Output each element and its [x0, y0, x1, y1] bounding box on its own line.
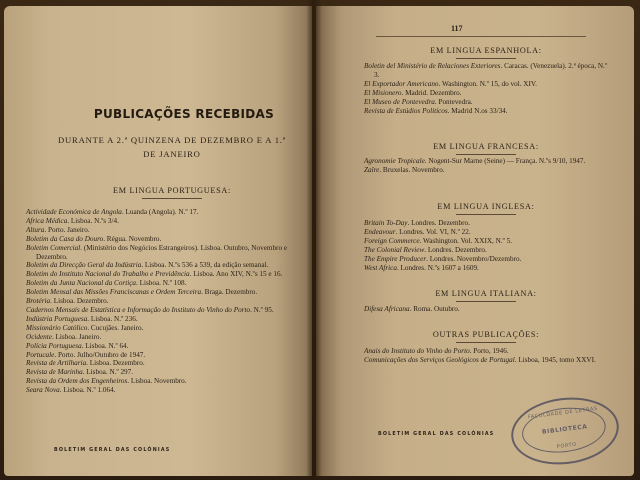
section-entry-list [364, 219, 614, 272]
stamp-line-2: BIBLIOTECA [541, 423, 588, 436]
publication-entry [364, 264, 614, 273]
subtitle-line-1: DURANTE A 2.ª QUINZENA DE DEZEMBRO E A 1.ª [58, 135, 286, 145]
publication-details: . Washington. Vol. XXIX, N.º 5. [419, 236, 513, 245]
publication-title: Agronomie Tropicale [364, 157, 425, 165]
publication-details: . Londres. Vol. VI, N.º 22. [395, 227, 471, 236]
section-rule [456, 301, 516, 302]
publication-title: Boletin del Ministério de Relaciones Exteriores [364, 62, 501, 70]
publication-title: Revista de Marinha [26, 368, 83, 377]
book-gutter [306, 0, 322, 480]
publication-details: . Lisboa. N.ºs 536 a 539, da edição semanal. [141, 261, 269, 270]
publication-entry [364, 157, 614, 166]
publication-title: Actividade Económica de Angola [26, 208, 122, 216]
publication-entry [364, 246, 614, 255]
publication-entry [26, 306, 298, 315]
publication-title: Missionário Católico [26, 323, 88, 332]
section-heading [386, 142, 586, 155]
publication-details: . Cucujães. Janeiro. [87, 323, 144, 332]
section-heading-text: EM LINGUA INGLESA: [437, 202, 535, 211]
publication-entry [364, 305, 614, 314]
publication-title: Boletim da Direcção Geral da Indústria [26, 261, 142, 270]
publication-details: . Bruxelas. Novembro. [379, 165, 445, 174]
publication-details: . Lisboa. Novembro. [127, 377, 187, 386]
publication-details: . Lisboa. N.º 64. [81, 341, 129, 350]
section-heading-portuguese [62, 186, 282, 199]
section-rule [456, 214, 516, 215]
publication-title: Revista de Artilharia [26, 359, 87, 368]
publication-details: . (Ministério dos Negócios Estrangeiros). Lisboa. Outubro, Novembro e Dezembro. [36, 243, 288, 261]
section-entry-list [364, 157, 614, 175]
publication-entry [364, 347, 614, 356]
section-heading-text: EM LINGUA ITALIANA: [435, 289, 537, 298]
publication-entry [26, 333, 298, 342]
publication-title: Cadernos Mensais de Estatística e Informação do Instituto do Vinho do Porto [26, 305, 251, 314]
section-entry-list [364, 347, 614, 365]
publication-title: Ocidente [26, 332, 52, 341]
publication-entry [26, 351, 298, 360]
section-entry-list [364, 62, 614, 115]
right-page [316, 6, 634, 476]
publication-details: . Londres. Novembro/Dezembro. [426, 254, 522, 263]
publication-title: El Exportador Americano [364, 79, 439, 88]
publication-title: Revista de Estúdios Politicos [364, 106, 448, 115]
publication-entry [364, 62, 614, 80]
publication-details: . Régua. Novembro. [103, 234, 162, 243]
section-heading-text: EM LINGUA ESPANHOLA: [430, 46, 542, 55]
publication-entry [26, 208, 298, 217]
publication-details: . Madrid N.os 33/34. [447, 106, 508, 115]
section-heading-text: OUTRAS PUBLICAÇÕES: [432, 330, 540, 339]
publication-title: Zaïre [364, 165, 380, 174]
publication-entry [364, 166, 614, 175]
publication-entry [26, 324, 298, 333]
publication-title: Seara Nova [26, 386, 60, 395]
publication-details: . N.º 95. [250, 305, 274, 314]
page-number: 117 [451, 24, 463, 33]
publication-details: . Lisboa. N.ºs 3/4. [67, 216, 119, 225]
publication-entry [26, 270, 298, 279]
section-heading [386, 330, 586, 343]
publication-entry [364, 356, 614, 365]
publication-entry [26, 342, 298, 351]
publication-entry [364, 80, 614, 89]
section-rule [456, 342, 516, 343]
publication-details: . Lisboa. N.º 236. [87, 314, 138, 323]
left-page [4, 6, 312, 476]
header-rule [376, 36, 586, 37]
publication-details: . Lisboa. N.º 108. [136, 279, 187, 288]
publication-entry [26, 297, 298, 306]
subtitle [52, 133, 292, 161]
publication-entry [26, 261, 298, 270]
publication-entry [26, 368, 298, 377]
section-heading [386, 202, 586, 215]
publication-entry [26, 226, 298, 235]
publication-entry [364, 237, 614, 246]
section-entry-list [364, 305, 614, 314]
section-heading-text: EM LINGUA FRANCESA: [433, 142, 539, 151]
publication-details: . Lisboa, 1945, tomo XXVI. [514, 355, 596, 364]
publication-details: . Nogent-Sur Marne (Seine) — França. N.ºs 9/10, 1947. [424, 157, 586, 165]
publication-entry [364, 255, 614, 264]
publication-title: Boletim da Junta Nacional da Cortiça [26, 279, 136, 288]
publication-title: El Museo de Pontevedra [364, 97, 435, 106]
publication-details: . Pontevedra. [434, 97, 473, 106]
stamp-line-1: FACULDADE DE LETRAS [527, 405, 599, 421]
publication-entry [26, 377, 298, 386]
publication-details: . Porto. Julho/Outubro de 1947. [54, 350, 146, 359]
publication-details: . Lisboa. Ano XIV, N.ºs 15 e 16. [189, 270, 283, 279]
publication-title: The Colonial Review [364, 245, 425, 254]
publication-entry [26, 315, 298, 324]
publication-entry [364, 107, 614, 116]
publication-entry [26, 386, 298, 395]
publication-title: Portucale [26, 350, 55, 359]
publication-title: Boletim Comercial [26, 243, 81, 252]
section-rule [456, 154, 516, 155]
publication-entry [26, 217, 298, 226]
publication-title: Boletim do Instituto Nacional do Trabalho e Previdência [26, 270, 190, 279]
publication-details: . Lisboa. N.º 1.064. [59, 386, 116, 395]
publication-title: Brotéria [26, 297, 51, 306]
page-title: PUBLICAÇÕES RECEBIDAS [93, 107, 275, 121]
publication-details: . Porto. Janeiro. [44, 225, 90, 234]
publication-details: . Washington. N.º 15, do vol. XIV. [438, 79, 537, 88]
publication-title: Foreign Commerce [364, 236, 420, 245]
library-stamp [507, 392, 622, 471]
publication-title: Britain To-Day [364, 219, 408, 227]
publication-details: . Lisboa. Dezembro. [50, 297, 109, 306]
publication-title: Indústria Portuguesa [26, 314, 88, 323]
publication-entry [364, 98, 614, 107]
publication-entry [364, 89, 614, 98]
subtitle-line-2: DE JANEIRO [143, 149, 201, 159]
publication-title: Difesa Africana [364, 305, 410, 313]
publication-title: Polícia Portuguesa [26, 341, 82, 350]
section-heading-text: EM LINGUA PORTUGUESA: [113, 186, 231, 195]
publication-details: . Londres. N.ºs 1607 a 1609. [396, 263, 479, 272]
publication-details: . Lisboa. N.º 297. [82, 368, 134, 377]
publication-details: . Lisboa. Janeiro. [51, 332, 102, 341]
publication-details: . Caracas. (Venezuela). 2.ª época, N.º 3. [374, 62, 608, 79]
publication-details: . Luanda (Angola). N.º 17. [121, 208, 199, 216]
publication-title: Revista da Ordem dos Engenheiros [26, 377, 128, 386]
publication-entry [26, 235, 298, 244]
publication-title: Boletim da Casa do Douro [26, 234, 104, 243]
publication-entry [26, 244, 298, 262]
publication-title: Africa Médica [26, 216, 68, 225]
stamp-line-3: PORTO [556, 441, 578, 451]
section-heading [386, 46, 586, 59]
portuguese-entry-list [26, 208, 298, 395]
publication-title: West Africa [364, 263, 397, 272]
publication-entry [26, 288, 298, 297]
publication-details: . Londres. Dezembro. [407, 219, 470, 227]
publication-entry [364, 219, 614, 228]
publication-details: . Londres. Dezembro. [424, 245, 487, 254]
publication-title: El Misionero [364, 88, 402, 97]
section-rule [142, 198, 202, 199]
publication-title: Comunicações dos Serviços Geológicos de Portugal [364, 355, 515, 364]
publication-title: The Empire Producer [364, 254, 427, 263]
publication-entry [364, 228, 614, 237]
publication-title: Boletim Mensal das Missões Franciscanas e Ordem Terceira [26, 288, 202, 297]
publication-details: . Roma. Outubro. [409, 305, 460, 313]
page-footer: BOLETIM GERAL DAS COLÓNIAS [54, 448, 171, 453]
publication-details: . Porto, 1946. [469, 347, 509, 355]
publication-entry [26, 279, 298, 288]
publication-details: . Lisboa. Dezembro. [86, 359, 145, 368]
publication-title: Altura [26, 225, 45, 234]
section-rule [456, 58, 516, 59]
publication-entry [26, 359, 298, 368]
publication-title: Endeavour [364, 227, 396, 236]
section-heading [386, 289, 586, 302]
page-footer: BOLETIM GERAL DAS COLÓNIAS [378, 432, 495, 437]
publication-details: . Madrid. Dezembro. [401, 88, 462, 97]
publication-title: Anais do Instituto do Vinho do Porto [364, 347, 470, 355]
publication-details: . Braga. Dezembro. [201, 288, 258, 297]
